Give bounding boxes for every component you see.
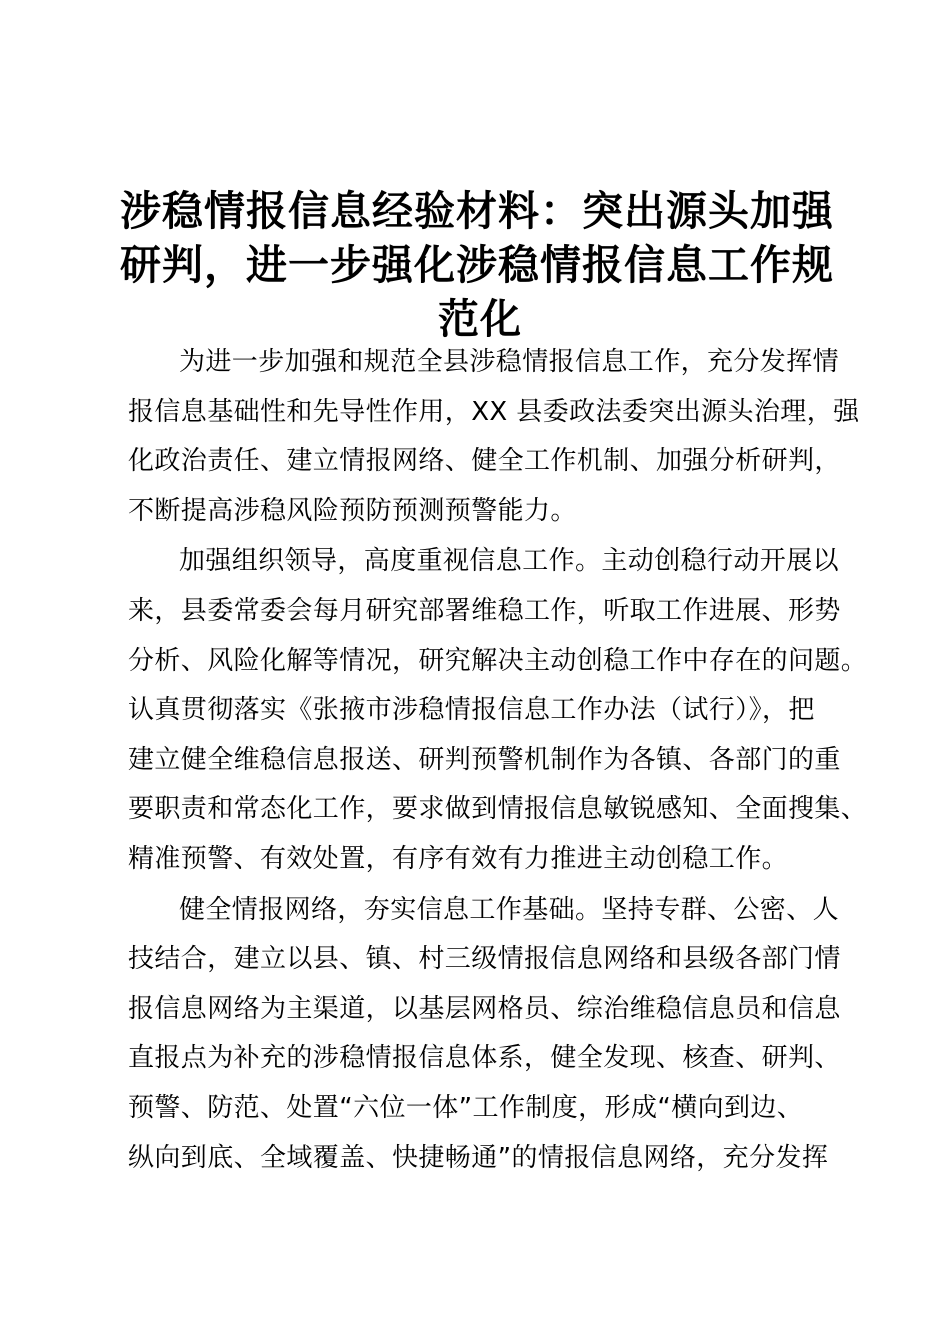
text-line: 纵向到底、全域覆盖、快捷畅通”的情报信息网络，充分发挥 [128, 1142, 829, 1173]
title-line: 范化 [438, 295, 522, 343]
document-title [120, 184, 840, 346]
text-line: 认真贯彻落实《张掖市涉稳情报信息工作办法（试行）》，把 [128, 695, 815, 726]
text-line: 为进一步加强和规范全县涉稳情报信息工作，充分发挥情 [179, 347, 840, 377]
text-line: 加强组织领导，高度重视信息工作。主动创稳行动开展以 [179, 546, 840, 577]
text-line: 直报点为补充的涉稳情报信息体系，健全发现、核查、研判、 [128, 1043, 841, 1074]
document-body [128, 338, 868, 1184]
text-line: 技结合，建立以县、镇、村三级情报信息网络和县级各部门情 [128, 944, 841, 975]
text-line: 建立健全维稳信息报送、研判预警机制作为各镇、各部门的重 [128, 744, 841, 775]
text-line: 精准预警、有效处置，有序有效有力推进主动创稳工作。 [128, 843, 789, 874]
text-line: 预警、防范、处置“六位一体”工作制度，形成“横向到边、 [128, 1092, 804, 1123]
text-line: 要职责和常态化工作，要求做到情报信息敏锐感知、全面搜集、 [128, 794, 868, 825]
paragraph-3 [128, 886, 858, 1184]
paragraph-1 [128, 338, 858, 536]
text-line: 报信息基础性和先导性作用，XX 县委政法委突出源头治理，强 [128, 396, 860, 427]
text-line: 不断提高涉稳风险预防预测预警能力。 [128, 495, 577, 526]
text-line: 化政治责任、建立情报网络、健全工作机制、加强分析研判， [128, 446, 841, 477]
paragraph-2 [128, 537, 868, 884]
text-line: 健全情报网络，夯实信息工作基础。坚持专群、公密、人 [179, 894, 840, 925]
text-line: 分析、风险化解等情况，研究解决主动创稳工作中存在的问题。 [128, 645, 868, 676]
title-line: 研判，进一步强化涉稳情报信息工作规 [120, 241, 834, 289]
title-line: 涉稳情报信息经验材料：突出源头加强 [120, 187, 834, 235]
text-line: 来，县委常委会每月研究部署维稳工作，听取工作进展、形势 [128, 595, 841, 626]
text-line: 报信息网络为主渠道，以基层网格员、综治维稳信息员和信息 [128, 993, 841, 1024]
